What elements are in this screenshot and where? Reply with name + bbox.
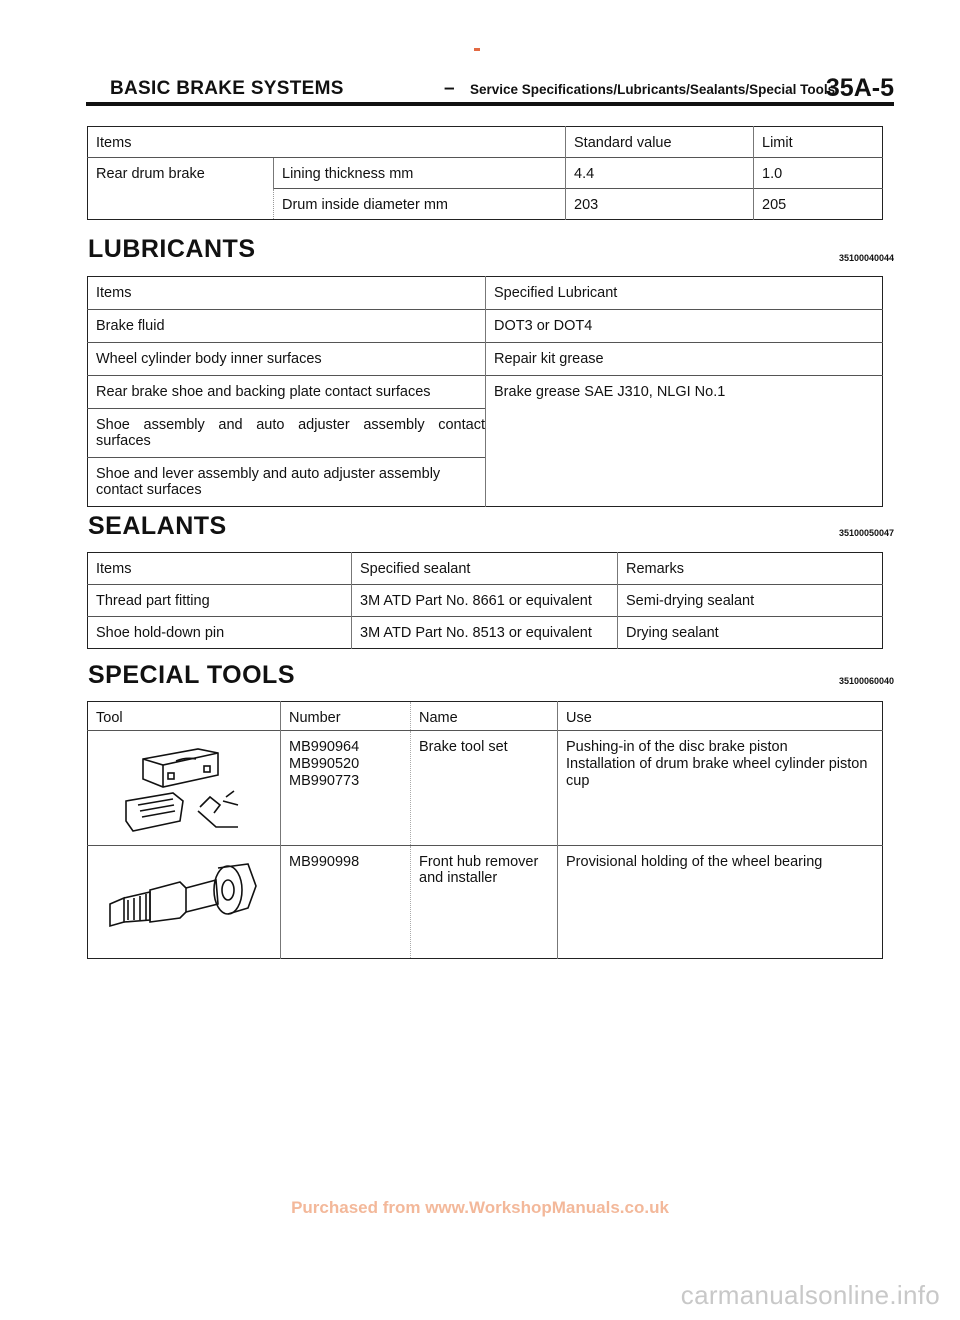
table-row — [88, 731, 883, 846]
header-cell: Name — [411, 702, 558, 731]
header-cell: Limit — [754, 127, 883, 158]
limit-cell: 1.0 — [754, 158, 883, 189]
page-header — [86, 76, 894, 106]
tool-use-cell: Provisional holding of the wheel bearing — [558, 846, 883, 959]
tool-name-cell: Front hub remover and installer — [411, 846, 558, 959]
item-cell: Brake fluid — [88, 310, 486, 343]
service-spec-table — [87, 126, 883, 220]
table-header-row — [88, 277, 883, 310]
sealant-cell: 3M ATD Part No. 8513 or equivalent — [352, 617, 618, 649]
table-header-row — [88, 702, 883, 731]
header-cell: Standard value — [566, 127, 754, 158]
lubricant-cell: DOT3 or DOT4 — [486, 310, 883, 343]
header-cell: Items — [96, 285, 132, 301]
remarks-cell: Drying sealant — [618, 617, 883, 649]
remarks-cell: Semi-drying sealant — [618, 585, 883, 617]
table-row — [88, 585, 883, 617]
table-header-row — [88, 127, 883, 158]
header-cell: Specified Lubricant — [486, 277, 883, 310]
header-subtitle: Service Specifications/Lubricants/Sealants/Special Tools — [470, 82, 836, 97]
lubricants-table — [87, 276, 883, 507]
tool-number-cell: MB990964 MB990520 MB990773 — [281, 731, 411, 846]
item-cell: Rear brake shoe and backing plate contact surfaces — [88, 376, 486, 409]
header-cell: Items — [96, 561, 132, 577]
tool-image-cell — [88, 731, 281, 846]
standard-cell: 203 — [566, 189, 754, 220]
sealants-code: 35100050047 — [838, 528, 894, 538]
limit-cell: 205 — [754, 189, 883, 220]
lubricant-cell: Repair kit grease — [486, 343, 883, 376]
header-cell: Number — [281, 702, 411, 731]
lubricants-title: LUBRICANTS — [88, 235, 256, 263]
page-number: 35A-5 — [825, 74, 894, 102]
header-cell: Tool — [96, 710, 123, 726]
table-row — [88, 376, 883, 409]
table-row — [88, 343, 883, 376]
lubricants-code: 35100040044 — [838, 253, 894, 263]
item-cell: Shoe hold-down pin — [88, 617, 352, 649]
header-title: BASIC BRAKE SYSTEMS — [110, 78, 344, 99]
front-hub-remover-icon — [88, 846, 278, 954]
tool-name-cell: Brake tool set — [411, 731, 558, 846]
item-cell: Shoe and lever assembly and auto adjuster assembly contact surfaces — [88, 458, 486, 507]
table-row — [88, 310, 883, 343]
header-cell: Use — [558, 702, 883, 731]
item-cell: Shoe assembly and auto adjuster assembly contact surfaces — [88, 409, 486, 458]
table-row — [88, 617, 883, 649]
item-cell: Wheel cylinder body inner surfaces — [88, 343, 486, 376]
special-tools-table — [87, 701, 883, 959]
header-cell: Remarks — [618, 553, 883, 585]
standard-cell: 4.4 — [566, 158, 754, 189]
item-cell: Thread part fitting — [88, 585, 352, 617]
sealants-title: SEALANTS — [88, 512, 227, 540]
sealants-table — [87, 552, 883, 649]
table-header-row — [88, 553, 883, 585]
special-tools-title: SPECIAL TOOLS — [88, 661, 296, 689]
site-watermark: carmanualsonline.info — [680, 1280, 940, 1310]
header-dash: – — [444, 78, 455, 99]
purchase-footer: Purchased from www.WorkshopManuals.co.uk — [291, 1198, 669, 1217]
top-mark — [474, 48, 480, 51]
table-row — [88, 846, 883, 959]
tool-use-cell: Pushing-in of the disc brake piston Installation of drum brake wheel cylinder piston cup — [558, 731, 883, 846]
sealant-cell: 3M ATD Part No. 8661 or equivalent — [352, 585, 618, 617]
item-cell: Lining thickness mm — [274, 158, 566, 189]
tool-number-cell: MB990998 — [281, 846, 411, 959]
header-cell: Items — [96, 135, 132, 151]
tool-image-cell — [88, 846, 281, 959]
lubricant-cell: Brake grease SAE J310, NLGI No.1 — [486, 376, 883, 507]
special-tools-code: 35100060040 — [838, 676, 894, 686]
table-row — [88, 158, 883, 189]
item-cell: Drum inside diameter mm — [274, 189, 566, 220]
header-cell: Specified sealant — [352, 553, 618, 585]
brake-tool-set-icon — [88, 731, 278, 841]
group-cell: Rear drum brake — [88, 158, 274, 220]
